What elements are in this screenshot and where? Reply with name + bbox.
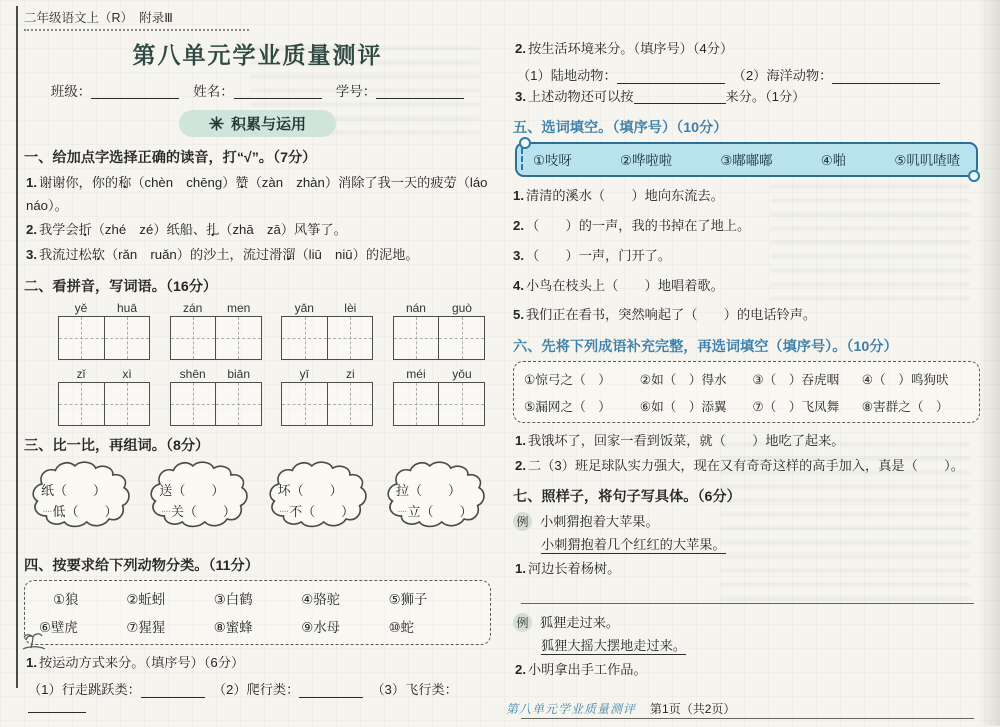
animal-item: ⑨水母 (301, 619, 340, 635)
answer-blank (141, 683, 205, 698)
animal-item: ⑧蜜蜂 (213, 619, 253, 635)
q5-item: 4. 小鸟在枝头上（ ）地唱着歌。 (513, 277, 724, 293)
animal-item: ⑦猩猩 (126, 619, 166, 635)
q7-heading: 七、照样子，将句子写具体。（6分） (513, 489, 741, 506)
pinyin-word-box: yǎn lèi (281, 301, 373, 360)
q6-item: 1. 我饿坏了，回家一看到饭菜，就（ ）地吃了起来。 (515, 432, 845, 448)
pinyin-word-box: yī zi (281, 367, 373, 426)
answer-blank (28, 698, 86, 713)
animal-item: ⑥壁虎 (39, 619, 78, 635)
answer-blank (832, 69, 940, 84)
animal-item: ②蚯蚓 (126, 591, 166, 607)
animal-item: ⑤狮子 (388, 591, 428, 607)
left-column (24, 8, 501, 727)
pinyin-word-grid (32, 301, 491, 426)
animal-word-bank (24, 580, 491, 645)
test-paper (24, 8, 980, 727)
scan-edge-shadow (978, 0, 1000, 726)
q4-sub3: 3. 上述动物还可以按 来分。（1分） (515, 88, 806, 104)
q4-sub2: 2. 按生活环境来分。（填序号）（4分） (515, 41, 734, 56)
page-footer (506, 700, 735, 717)
q7-item: 1. 河边长着杨树。 (515, 561, 621, 577)
q4-sub1-blanks: （1）行走跳跃类： （2）爬行类： （3）飞行类： (28, 679, 491, 713)
right-column (513, 8, 980, 727)
q1-item: 3. 我流过松软（rǎn ruǎn）的沙土，流过滑溜（liū niū）的泥地。 (26, 247, 419, 263)
answer-blank (299, 683, 363, 698)
section-banner-wrap (24, 110, 491, 137)
pinyin-word-box: yě huā (58, 301, 150, 360)
example-badge: 例 (513, 512, 532, 531)
scribble-doodle-icon: ᠁ (395, 507, 407, 518)
q5-item: 5. 我们正在看书，突然响起了（ ）的电话铃声。 (513, 307, 817, 323)
page-spine-line (16, 6, 18, 688)
id-blank (376, 84, 464, 99)
animal-item: ③白鹤 (213, 591, 253, 607)
animal-item: ④骆驼 (301, 591, 340, 607)
word-bank-box (515, 142, 978, 177)
class-blank (91, 84, 179, 99)
q7-example-answer: 小刺猬抱着几个红红的大苹果。 (541, 537, 726, 553)
pinyin-word-box: méi yǒu (393, 367, 485, 426)
scribble-doodle-icon: ᠁ (277, 507, 289, 518)
answer-blank (617, 69, 725, 84)
q7-example-answer: 狐狸大摇大摆地走过来。 (541, 638, 687, 654)
idiom-item: ①惊弓之（ ） (524, 372, 611, 387)
banner-label: 积累与运用 (230, 116, 306, 133)
bank-item: ①吱呀 (533, 153, 572, 169)
q2-heading: 二、看拼音，写词语。（16分） (24, 278, 218, 295)
word-pair-cloud: 送（ ） ᠁关（ ） (142, 460, 254, 546)
pin-circle-icon (968, 170, 980, 182)
word-pair-cloud: 坏（ ） ᠁不（ ） (261, 460, 373, 546)
student-info-row (24, 80, 491, 100)
pinyin-word-box: zǐ xì (58, 367, 150, 426)
q1-item: 1. 谢谢你，你的称（chèn chēng）赞（zàn zhàn）消除了我一天的疲劳（láo náo）。 (26, 175, 501, 213)
q7-example: 例 小刺猬抱着大苹果。 (513, 511, 980, 531)
answer-blank (634, 89, 726, 104)
q4-sub2-blanks: （1）陆地动物： （2）海洋动物： (517, 65, 980, 84)
edition-label: 二年级语文上（R） 附录Ⅲ (24, 8, 249, 31)
idiom-item: ⑤漏网之（ ） (524, 399, 611, 414)
bank-item: ③嘟嘟嘟 (720, 153, 773, 169)
name-field: 姓名： (193, 80, 322, 100)
page-title: 第八单元学业质量测评 (132, 42, 383, 68)
scribble-doodle-icon: ᠁ (159, 507, 170, 518)
q1-heading: 一、给加点字选择正确的读音，打“√”。（7分） (24, 150, 317, 166)
q7-example: 例 狐狸走过来。 (513, 612, 980, 632)
bank-item: ②哗啦啦 (620, 153, 673, 169)
starburst-icon (209, 116, 224, 131)
word-pair-cloud: 纸（ ） ᠁低（ ） (24, 460, 136, 546)
q3-heading: 三、比一比，再组词。（8分） (24, 437, 210, 454)
section-banner (179, 110, 336, 137)
idiom-item: ③（ ）吞虎咽 (752, 372, 840, 387)
idiom-item: ②如（ ）得水 (639, 372, 727, 387)
palm-doodle-icon (21, 632, 47, 650)
q4-sub1: 1. 按运动方式来分。（填序号）（6分） (26, 654, 245, 670)
pinyin-word-box: shēn biān (170, 367, 262, 426)
idiom-item: ⑧害群之（ ） (861, 399, 949, 414)
word-pair-cloud: 拉（ ） ᠁立（ ） (379, 460, 491, 546)
animal-item: ⑩蛇 (388, 619, 414, 635)
class-field: 班级： (51, 80, 180, 100)
q7-item: 2. 小明拿出手工作品。 (515, 662, 647, 678)
q6-heading: 六、先将下列成语补充完整，再选词填空（填序号）。（10分） (513, 338, 898, 355)
idiom-item: ⑥如（ ）添翼 (639, 399, 727, 414)
example-badge: 例 (513, 613, 532, 632)
q1-item: 2. 我学会折（zhé zé）纸船、扎（zhā zā）风筝了。 (26, 222, 347, 238)
q5-item: 1. 清清的溪水（ ）地向东流去。 (513, 188, 724, 204)
bank-item: ⑤叽叽喳喳 (894, 153, 960, 169)
pinyin-word-box: nán guò (393, 301, 485, 360)
q4-heading: 四、按要求给下列动物分类。（11分） (24, 557, 259, 574)
q5-item: 3. （ ）一声，门开了。 (513, 247, 672, 263)
idiom-item: ⑦（ ）飞凤舞 (752, 399, 840, 414)
id-field: 学号： (336, 80, 465, 100)
animal-item: ①狼 (53, 591, 79, 607)
q5-heading: 五、选词填空。（填序号）（10分） (513, 120, 728, 137)
footer-page-number: 第1页（共2页） (650, 702, 736, 716)
word-pair-clouds (24, 460, 491, 546)
name-blank (234, 84, 322, 99)
pinyin-word-box: zán men (170, 301, 262, 360)
q6-item: 2. 二（3）班足球队实力强大，现在又有奇奇这样的高手加入，真是（ ）。 (515, 457, 964, 473)
answer-rule-line (521, 583, 974, 604)
footer-book-title: 第八单元学业质量测评 (506, 702, 637, 716)
q5-item: 2. （ ）的一声，我的书掉在了地上。 (513, 218, 751, 234)
idiom-item: ④（ ）鸣狗吠 (861, 372, 949, 387)
idiom-word-bank (513, 361, 980, 423)
pin-dashed-tail (521, 148, 523, 170)
scribble-doodle-icon: ᠁ (41, 507, 52, 518)
bank-item: ④啪 (820, 153, 847, 169)
